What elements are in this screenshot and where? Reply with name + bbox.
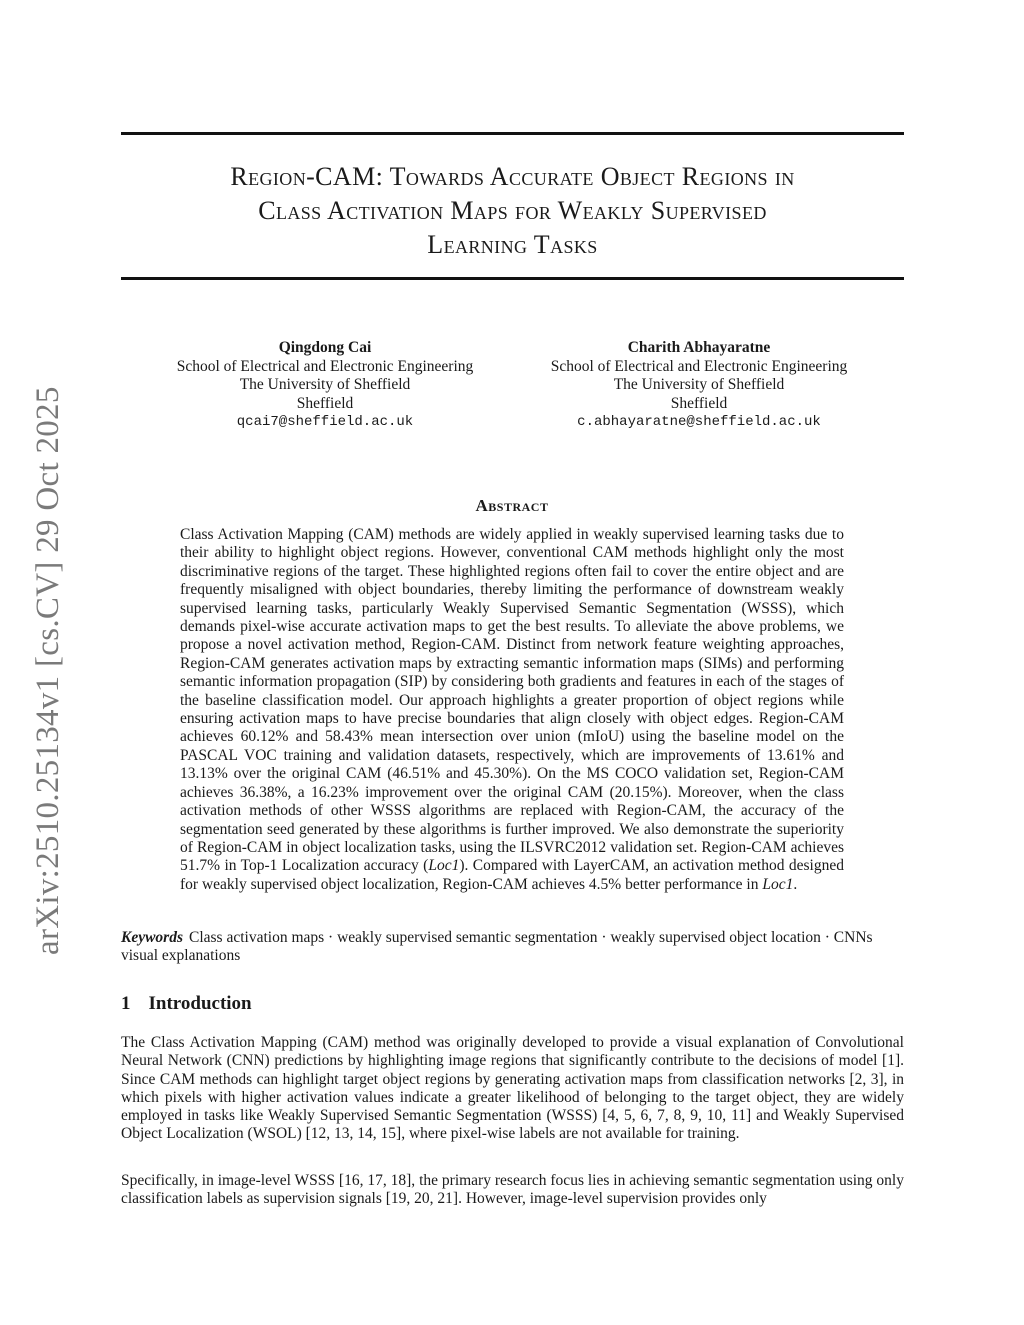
author-email[interactable]: qcai7@sheffield.ac.uk — [236, 414, 414, 430]
body-paragraph: Specifically, in image-level WSSS [16, 17, 18], the primary research focus lies in achieving semantic segmentation using only classification labels as supervision signals [19, 20, 21]. However, image-level supervision provides only — [121, 1172, 904, 1208]
title-line: Learning Tasks — [427, 230, 598, 259]
author-department: School of Electrical and Electronic Engineering — [176, 357, 474, 375]
author-city: Sheffield — [296, 394, 354, 412]
abstract-text: ). Compared with LayerCAM, an activation method designed for weakly supervised object localization, Region-CAM achieves 4.5% better performance in — [180, 857, 844, 893]
author-university: The University of Sheffield — [239, 376, 411, 393]
abstract-text: . — [793, 875, 798, 893]
title-line: Region-CAM: Towards Accurate Object Regions in — [230, 162, 795, 191]
author-block-2 — [509, 339, 889, 432]
author-name: Qingdong Cai — [278, 339, 372, 356]
abstract-text: Class Activation Mapping (CAM) methods are widely applied in weakly supervised learning tasks due to their ability to highlight object regions. However, conventional CAM methods highlight only the most discriminative regions of the target. These highlighted regions often fail to cover the entire object and are frequently misaligned with object boundaries, thereby limiting the performance of downstream weakly supervised learning tasks, particularly Weakly Supervised Semantic Segmentation (WSSS), which demands pixel-wise accurate activation maps to get the best results. To alleviate the above problems, we propose a novel activation method, Region-CAM. Distinct from network feature weighting approaches, Region-CAM generates activation maps by extracting semantic information maps (SIMs) and performing semantic information propagation (SIP) by considering both gradients and features in each of the stages of the baseline classification model. Our approach highlights a greater proportion of object regions while ensuring activation maps to have precise boundaries that align closely with object edges. Region-CAM achieves 60.12% and 58.43% mean intersection over union (mIoU) using the baseline model on the PASCAL VOC training and validation datasets, respectively, which are improvements of 13.61% and 13.13% over the original CAM (46.51% and 45.30%). On the MS COCO validation set, Region-CAM achieves 36.38%, a 16.23% improvement over the original CAM (20.15%). Moreover, when the class activation methods of other WSSS algorithms are replaced with Region-CAM, the accuracy of the segmentation seed generated by these algorithms is further improved. We also demonstrate the superiority of Region-CAM in object localization tasks, using the ILSVRC2012 validation set. Region-CAM achieves 51.7% in Top-1 Localization accuracy ( — [180, 526, 844, 875]
abstract-heading: Abstract — [475, 496, 549, 515]
author-name: Charith Abhayaratne — [627, 339, 771, 356]
author-email[interactable]: c.abhayaratne@sheffield.ac.uk — [577, 414, 821, 430]
title-top-rule — [121, 132, 904, 135]
arxiv-identifier: arXiv:2510.25134v1 [cs.CV] 29 Oct 2025 — [30, 386, 66, 955]
keywords-text: Class activation maps · weakly supervised semantic segmentation · weakly supervised object location · CNNs visual explanations — [121, 929, 873, 965]
abstract-body — [180, 526, 844, 894]
section-number: 1 — [121, 993, 131, 1014]
author-university: The University of Sheffield — [613, 376, 785, 393]
title-bottom-rule — [121, 277, 904, 280]
abstract-loc1-term: Loc1 — [428, 857, 460, 875]
keywords — [121, 929, 904, 966]
title-line: Class Activation Maps for Weakly Supervised — [258, 196, 767, 225]
author-department: School of Electrical and Electronic Engineering — [550, 357, 848, 375]
keywords-label: Keywords — [121, 929, 183, 946]
author-city: Sheffield — [670, 394, 728, 412]
body-paragraph: The Class Activation Mapping (CAM) method was originally developed to provide a visual explanation of Convolutional Neural Network (CNN) predictions by highlighting image regions that significantly contribute to the decisions of model [1]. Since CAM methods can highlight target object regions by generating activation maps from classification networks [2, 3], in which pixels with higher activation values indicate a greater likelihood of belonging to the target object, they are widely employed in tasks like Weakly Supervised Semantic Segmentation (WSSS) [4, 5, 6, 7, 8, 9, 10, 11] and Weakly Supervised Object Localization (WSOL) [12, 13, 14, 15], where pixel-wise labels are not available for training. — [121, 1034, 904, 1143]
author-block-1 — [135, 339, 515, 432]
paper-title — [121, 160, 904, 262]
section-title: Introduction — [148, 993, 252, 1014]
abstract-loc1-term: Loc1 — [762, 875, 794, 893]
section-heading — [121, 993, 252, 1015]
